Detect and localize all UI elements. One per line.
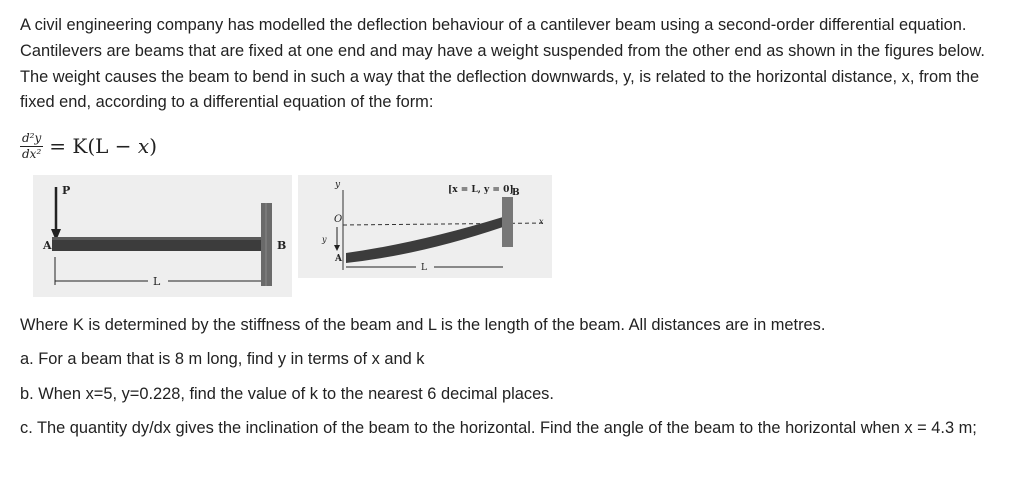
label-b: B xyxy=(277,239,287,252)
equation-rhs-prefix: = K(L − xyxy=(49,134,138,158)
intro-paragraph: A civil engineering company has modelled the deflection behaviour of a cantilever beam using a second-order differential equation. Cantilevers are beams that are fixed at one end and may have a weight suspended from the other end as shown in the figures below. The weight causes the beam to bend in such a way that the deflection downwards, y, is related to the horizontal distance, x, from the fixed end, according to a differential equation of the form: xyxy=(20,16,985,112)
stiffness-paragraph: Where K is determined by the stiffness of the beam and L is the length of the beam. All distances are in metres. xyxy=(20,316,826,334)
label-y-deflection: y xyxy=(322,235,327,244)
label-p: P xyxy=(62,184,71,197)
equation-rhs-variable: x xyxy=(137,134,150,158)
figure-background xyxy=(33,175,292,297)
cantilever-figure-2-svg xyxy=(298,175,552,278)
boundary-condition-label: [x = L, y = 0] xyxy=(448,185,514,195)
cantilever-figure-1 xyxy=(33,175,292,297)
label-b: B xyxy=(512,188,520,198)
fixed-wall xyxy=(502,197,513,247)
label-a: A xyxy=(335,254,342,264)
question-part-b: b. When x=5, y=0.228, find the value of k to the nearest 6 decimal places. xyxy=(20,385,554,403)
cantilever-figure-1-svg xyxy=(33,175,292,297)
fraction-denominator: dx² xyxy=(22,146,42,161)
label-y-axis: y xyxy=(335,180,341,190)
label-x-axis: x xyxy=(539,217,544,226)
question-part-a: a. For a beam that is 8 m long, find y in terms of x and k xyxy=(20,350,425,368)
equation-rhs xyxy=(49,134,157,158)
label-origin: O xyxy=(334,214,343,225)
fraction-numerator: d²y xyxy=(22,130,42,145)
differential-equation xyxy=(20,126,157,166)
question-part-c: c. The quantity dy/dx gives the inclination of the beam to the horizontal. Find the angle of the beam to the horizontal when x = 4.3 m; xyxy=(20,419,977,437)
label-l: L xyxy=(421,263,427,273)
beam-highlight xyxy=(52,237,263,240)
equation-rhs-suffix: ) xyxy=(149,134,157,158)
cantilever-figure-2 xyxy=(298,175,552,278)
label-l: L xyxy=(153,275,161,288)
label-a: A xyxy=(43,239,52,252)
derivative-fraction xyxy=(20,132,43,161)
